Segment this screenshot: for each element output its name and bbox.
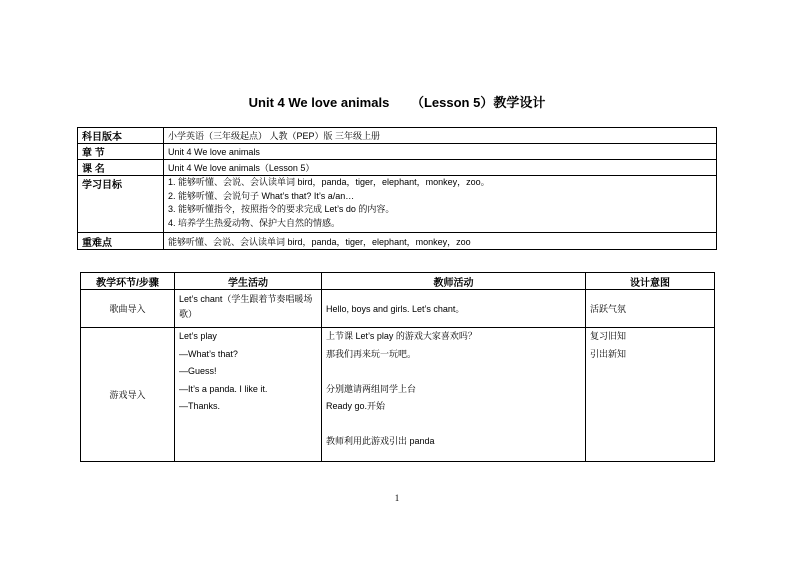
teacher-activity: Hello, boys and girls. Let’s chant。 [322,290,586,328]
goal-item: 4. 培养学生热爱动物、保护大自然的情感。 [168,217,341,228]
goal-item: 3. 能够听懂指令，按照指令的要求完成 Let’s do 的内容。 [168,204,395,214]
info-key: 重难点 [78,233,164,250]
teacher-line: 上节课 Let’s play 的游戏大家喜欢吗？ [326,331,477,341]
header-design-intent: 设计意图 [586,273,715,290]
info-key: 章 节 [78,144,164,160]
teaching-plan-table [80,272,715,462]
info-value: 能够听懂、会说、会认读单词 bird，panda，tiger，elephant，monkey，zoo [164,233,717,250]
goal-item: 1. 能够听懂、会说、会认读单词 bird，panda，tiger，elephant，monkey，zoo。 [168,177,490,187]
info-key: 课 名 [78,160,164,176]
info-value: Unit 4 We love animals [164,144,717,160]
info-value: Unit 4 We love animals（Lesson 5） [164,160,717,176]
header-teacher-activity: 教师活动 [322,273,586,290]
student-line: —What’s that? [179,348,238,359]
info-row-goals [78,176,717,233]
info-key: 科目版本 [78,128,164,144]
intent-line: 引出新知 [590,348,627,359]
document-title: Unit 4 We love animals （Lesson 5）教学设计 [248,95,546,110]
header-stage: 教学环节/步骤 [81,273,175,290]
teacher-line: 分别邀请两组同学上台 [326,383,417,394]
goal-item: 2. 能够听懂、会说句子 What’s that? It’s a/an… [168,190,355,201]
header-student-activity: 学生活动 [175,273,322,290]
info-value: 小学英语（三年级起点） 人教（PEP）版 三年级上册 [164,128,717,144]
teacher-line: 教师利用此游戏引出 panda [326,436,435,446]
course-info-table [77,127,717,250]
student-line: Let’s play [179,331,217,341]
student-line: —It’s a panda. I like it. [179,383,268,394]
plan-header-row [81,273,715,290]
teacher-line: 那我们再来玩一玩吧。 [326,348,417,359]
info-row-lesson [78,160,717,176]
page-number: 1 [394,493,400,503]
info-row-chapter [78,144,717,160]
info-row-difficulty [78,233,717,250]
student-line: —Thanks. [179,401,221,411]
teacher-line: Ready go.开始 [326,401,386,411]
teacher-line [326,416,581,434]
stage-cell: 歌曲导入 [81,290,175,328]
student-line: —Guess! [179,366,217,376]
stage-cell: 游戏导入 [81,328,175,462]
plan-row-song-intro [81,290,715,328]
student-activity: Let’s chant（学生跟着节奏唱暖场歌） [179,294,313,319]
design-intent: 活跃气氛 [586,290,715,328]
info-key: 学习目标 [78,176,164,233]
info-row-version [78,128,717,144]
teacher-line [326,363,581,381]
intent-line: 复习旧知 [590,331,627,341]
plan-row-game-intro [81,328,715,462]
